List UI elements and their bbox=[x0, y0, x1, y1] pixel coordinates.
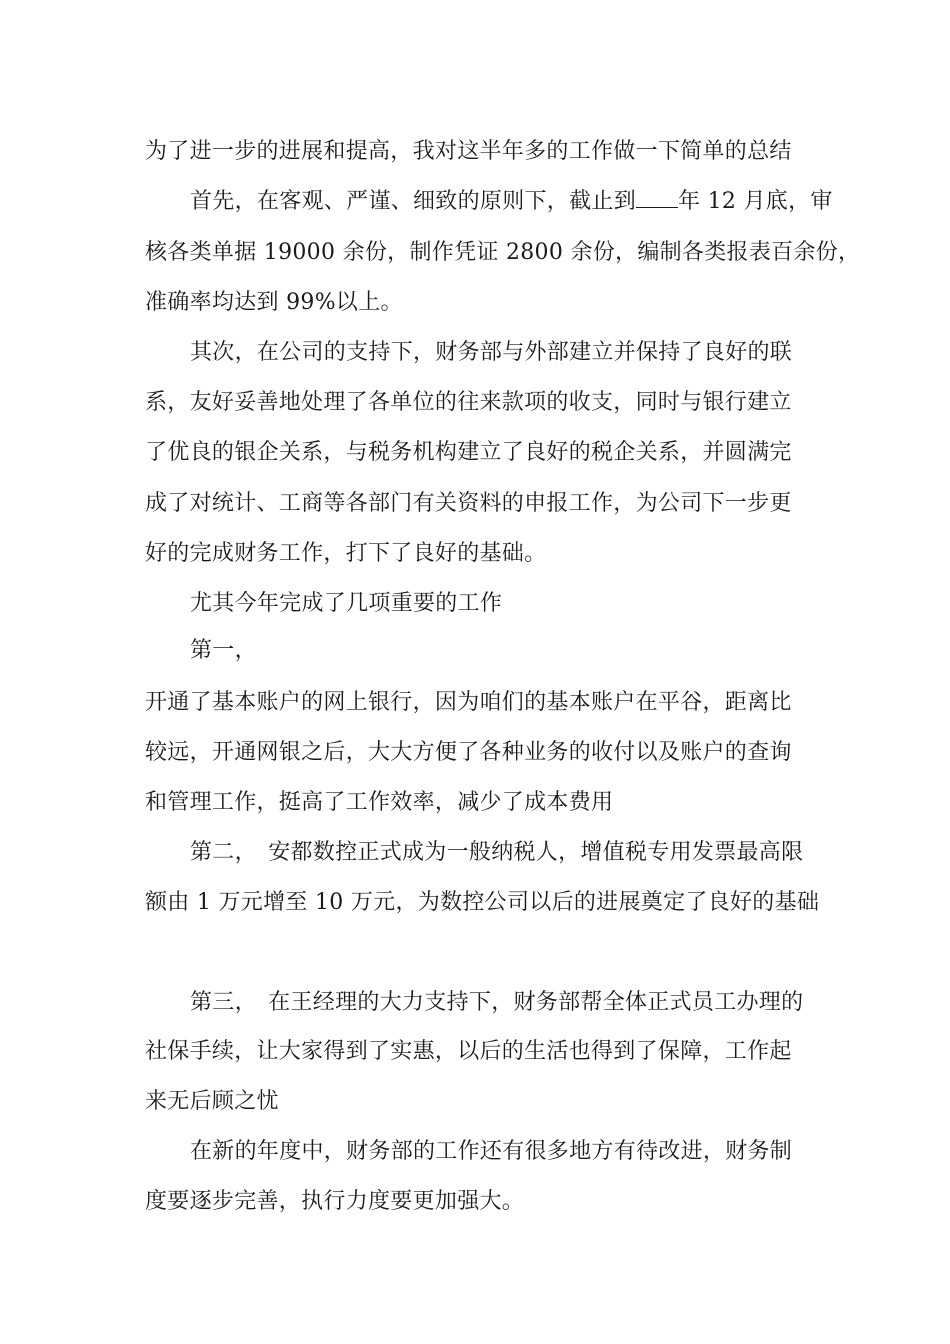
intro-line-1: 为了进一步的进展和提高，我对这半年多的工作做一下简单的总结 bbox=[145, 139, 792, 164]
item-one-line-3: 和管理工作，挺高了工作效率，减少了成本费用 bbox=[145, 790, 614, 815]
item-one-line-2: 较远，开通网银之后，大大方便了各种业务的收付以及账户的查询 bbox=[145, 740, 792, 765]
item-one-line-1: 开通了基本账户的网上银行，因为咱们的基本账户在平谷，距离比 bbox=[145, 690, 792, 715]
second-point-line-1: 其次，在公司的支持下，财务部与外部建立并保持了良好的联 bbox=[190, 340, 793, 365]
first-point-line-2: 核各类单据 19000 余份，制作凭证 2800 余份，编制各类报表百余份， bbox=[145, 240, 861, 265]
item-two-line-2: 额由 1 万元增至 10 万元，为数控公司以后的进展奠定了良好的基础 bbox=[145, 890, 820, 915]
important-work-heading: 尤其今年完成了几项重要的工作 bbox=[190, 591, 503, 616]
second-point-line-4: 成了对统计、工商等各部门有关资料的申报工作，为公司下一步更 bbox=[145, 491, 792, 516]
closing-line-2: 度要逐步完善，执行力度要更加强大。 bbox=[145, 1189, 525, 1214]
item-one-label: 第一， bbox=[190, 638, 257, 663]
second-point-line-5: 好的完成财务工作，打下了良好的基础。 bbox=[145, 541, 547, 566]
first-point-line-3: 准确率均达到 99%以上。 bbox=[145, 290, 403, 315]
item-three-line-3: 来无后顾之忧 bbox=[145, 1089, 279, 1114]
item-three-line-1: 第三， 在王经理的大力支持下，财务部帮全体正式员工办理的 bbox=[190, 990, 804, 1015]
first-point-line-1-start: 首先，在客观、严谨、细致的原则下，截止到 bbox=[190, 189, 637, 214]
second-point-line-2: 系，友好妥善地处理了各单位的往来款项的收支，同时与银行建立 bbox=[145, 390, 792, 415]
date-blank-underline bbox=[636, 187, 678, 208]
item-three-line-2: 社保手续，让大家得到了实惠，以后的生活也得到了保障，工作起 bbox=[145, 1039, 792, 1064]
second-point-line-3: 了优良的银企关系，与税务机构建立了良好的税企关系，并圆满完 bbox=[145, 440, 792, 465]
closing-line-1: 在新的年度中，财务部的工作还有很多地方有待改进，财务制 bbox=[190, 1139, 793, 1164]
first-point-line-1 bbox=[190, 187, 833, 217]
item-two-line-1: 第二， 安都数控正式成为一般纳税人，增值税专用发票最高限 bbox=[190, 840, 804, 865]
first-point-line-1-end: 年 12 月底，审 bbox=[678, 189, 833, 214]
